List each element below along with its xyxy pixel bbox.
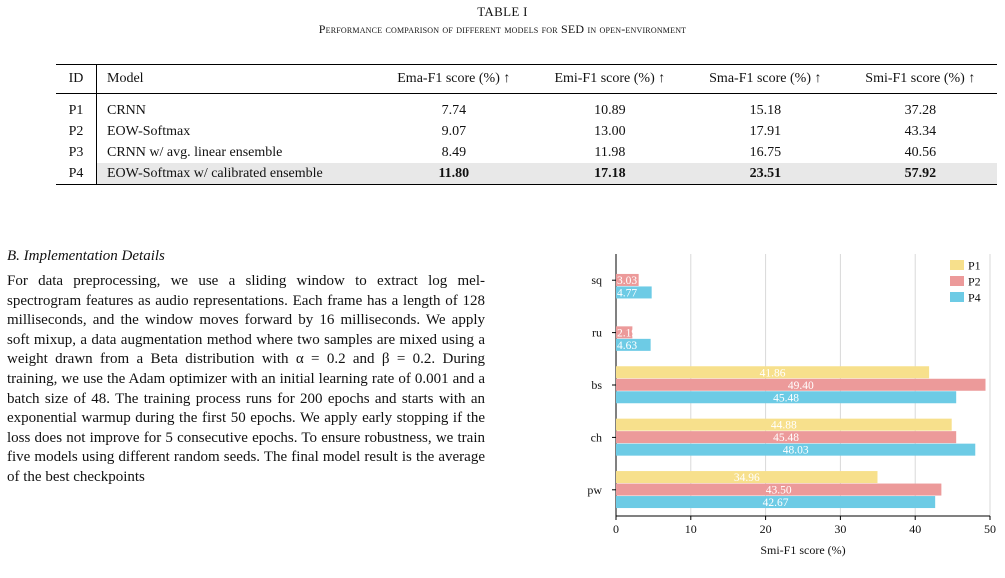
data-label: 44.88 (770, 419, 797, 432)
cell-emi-f1: 11.98 (594, 144, 626, 160)
cell-smi-f1: 40.56 (904, 144, 937, 160)
data-label: 0 (617, 314, 623, 327)
y-tick-label: sq (591, 273, 602, 288)
cell-id: P2 (56, 121, 97, 142)
data-label: 3.03 (617, 274, 638, 287)
body-paragraph: For data preprocessing, we use a sliding window to extract log mel-spectrogram features as audio representations. Each frame has a length of 128 milliseconds, and the window moves forward by 16 milliseconds. We apply soft mixup, a data augmentation method where two samples are mixed using a weight drawn from a Beta distribution with α = 0.2 and β = 0.2. During training, we use the Adam optimizer with an initial learning rate of 0.001 and a batch size of 48. The training process runs for 200 epochs and starts with an exponential warmup during the first 50 epochs. We apply early stopping if the loss does not improve for 5 consecutive epochs. To ensure robustness, we train five models using different random seeds. The final model result is the average of the best checkpoints (7, 273, 485, 485)
cell-sma-f1: 17.91 (749, 123, 782, 139)
header-id: ID (56, 65, 97, 94)
cell-smi-f1: 57.92 (844, 163, 997, 185)
legend-label: P2 (968, 274, 981, 289)
cell-emi-f1: 10.89 (594, 102, 626, 118)
cell-ema-f1: 9.07 (441, 123, 467, 139)
cell-smi-f1: 43.34 (904, 123, 937, 139)
x-tick-label: 30 (834, 522, 847, 536)
data-label: 4.77 (617, 287, 638, 300)
section-heading: B. Implementation Details (7, 248, 165, 264)
header-sma-f1: Sma-F1 score (%) ↑ (709, 71, 822, 86)
data-label: 4.63 (617, 339, 638, 352)
x-tick-label: 50 (984, 522, 996, 536)
legend-swatch-p2 (950, 276, 964, 286)
cell-model: EOW-Softmax w/ calibrated ensemble (97, 163, 376, 185)
header-ema-f1: Ema-F1 score (%) ↑ (397, 71, 511, 86)
x-tick-label: 20 (759, 522, 772, 536)
y-tick-label: ch (590, 430, 602, 445)
header-model: Model (107, 71, 144, 86)
data-label: 43.50 (765, 484, 792, 497)
cell-model: CRNN (107, 102, 146, 118)
x-tick-label: 0 (613, 522, 619, 536)
x-tick-label: 40 (909, 522, 922, 536)
header-smi-f1: Smi-F1 score (%) ↑ (865, 71, 976, 86)
cell-sma-f1: 15.18 (749, 102, 782, 118)
cell-id: P4 (56, 163, 97, 185)
cell-model: CRNN w/ avg. linear ensemble (107, 144, 283, 160)
table-label: TABLE I (477, 4, 528, 19)
data-label: 45.48 (773, 392, 800, 405)
cell-id: P3 (56, 142, 97, 163)
x-tick-label: 10 (684, 522, 697, 536)
cell-emi-f1: 13.00 (594, 123, 626, 139)
data-label: 45.48 (773, 432, 800, 445)
cell-smi-f1: 37.28 (904, 102, 937, 118)
x-axis-label: Smi-F1 score (%) (760, 543, 846, 557)
cell-emi-f1: 17.18 (533, 163, 687, 185)
data-label: 42.67 (762, 497, 789, 510)
cell-ema-f1: 7.74 (441, 102, 467, 118)
legend-label: P4 (968, 290, 981, 305)
cell-ema-f1: 11.80 (375, 163, 533, 185)
legend-swatch-p4 (950, 292, 964, 302)
data-label: 0 (617, 262, 623, 275)
y-tick-label: pw (587, 482, 602, 497)
cell-model: EOW-Softmax (107, 123, 191, 139)
cell-id: P1 (56, 94, 97, 122)
cell-sma-f1: 23.51 (687, 163, 844, 185)
data-label: 34.96 (733, 472, 760, 485)
cell-ema-f1: 8.49 (441, 144, 467, 160)
data-label: 2.19 (617, 327, 638, 340)
legend-label: P1 (968, 258, 981, 273)
data-label: 48.03 (782, 444, 809, 457)
y-tick-label: bs (591, 378, 602, 392)
table-title: Performance comparison of different models for SED in open-environment (318, 22, 687, 36)
cell-sma-f1: 16.75 (749, 144, 782, 160)
data-label: 41.86 (759, 367, 786, 380)
legend-swatch-p1 (950, 260, 964, 270)
y-tick-label: ru (592, 325, 602, 340)
data-label: 49.40 (787, 379, 814, 392)
header-emi-f1: Emi-F1 score (%) ↑ (554, 71, 666, 86)
